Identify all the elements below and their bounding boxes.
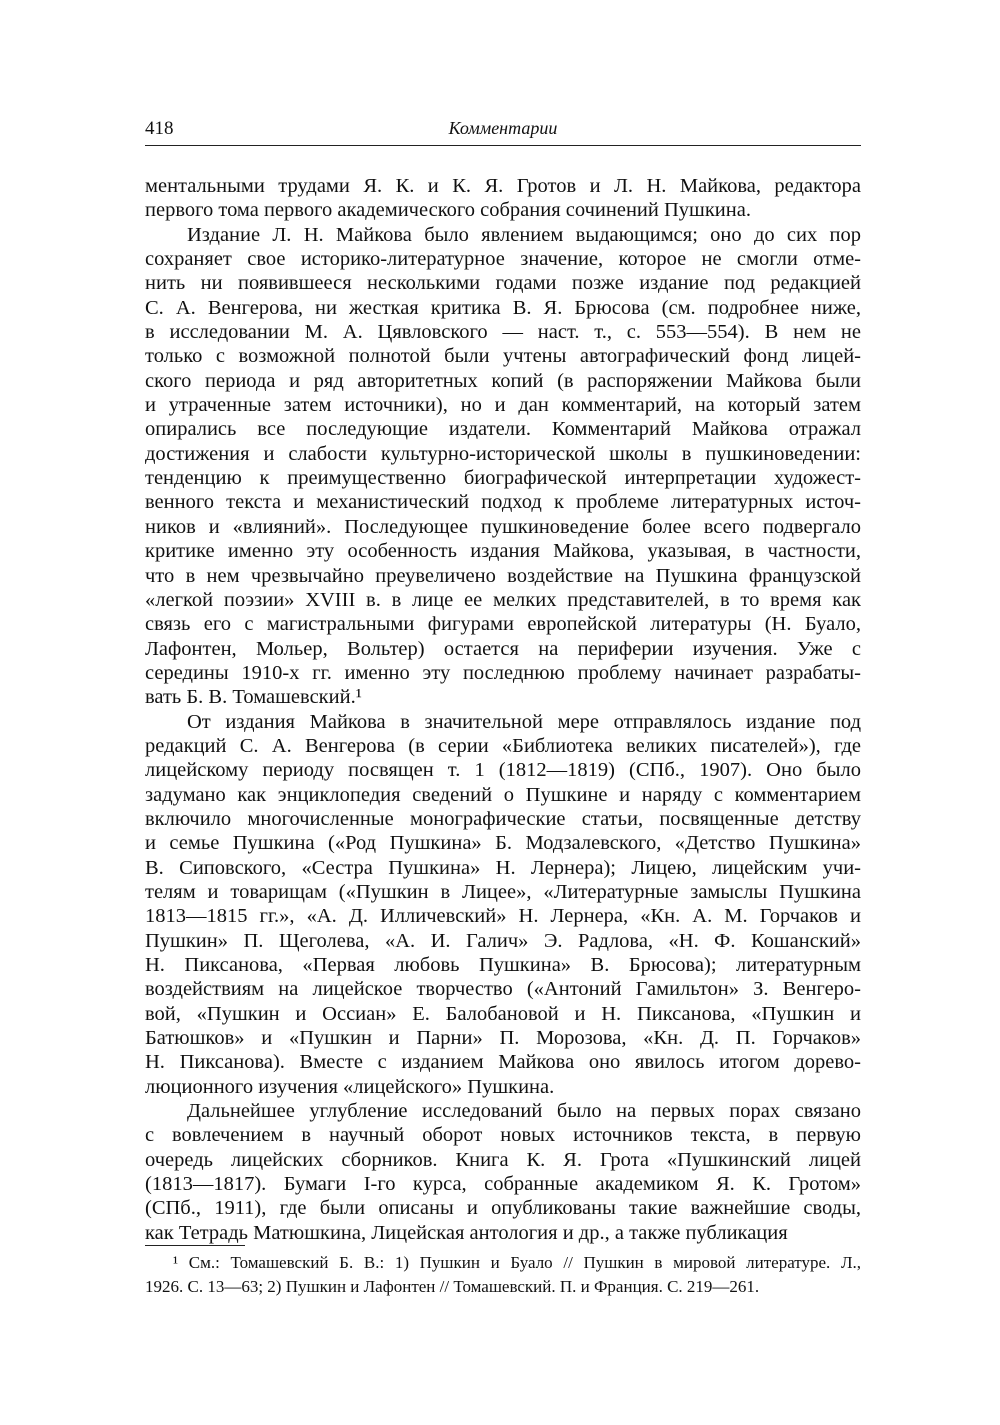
paragraph bbox=[145, 710, 861, 1100]
text-line: и утраченные затем источники), но и дан комментарий, на который затем bbox=[145, 394, 861, 417]
text-line: (СПб., 1911), где были описаны и опубликованы такие важнейшие своды, bbox=[145, 1197, 861, 1220]
text-line: задумано как энциклопедия сведений о Пушкине и наряду с комментарием bbox=[145, 783, 861, 806]
text-line: Издание Л. Н. Майкова было явлением выдающимся; оно до сих пор bbox=[187, 223, 861, 246]
header-rule bbox=[145, 145, 861, 146]
text-line: В. Сиповского, «Сестра Пушкина» Н. Лернера); Лицею, лицейским учи- bbox=[145, 856, 861, 879]
footnote-rule bbox=[145, 1245, 245, 1246]
text-line: От издания Майкова в значительной мере отправлялось издание под bbox=[187, 710, 861, 733]
text-line: только с возможной полнотой были учтены автографический фонд лицей- bbox=[145, 345, 861, 368]
text-line: (1813—1817). Бумаги I-го курса, собранные академиком Я. К. Гротом» bbox=[145, 1173, 861, 1196]
text-line: «легкой поэзии» XVIII в. в лице ее мелких представителей, в то время как bbox=[145, 588, 861, 611]
footnote-line: ¹ См.: Томашевский Б. В.: 1) Пушкин и Буало // Пушкин в мировой литературе. Л., bbox=[173, 1253, 861, 1272]
body-text bbox=[145, 174, 861, 1245]
text-line: ников и «влияний». Последующее пушкиноведение более всего подвергало bbox=[145, 515, 861, 538]
text-line: ского периода и ряд авторитетных копий (в распоряжении Майкова были bbox=[145, 369, 861, 392]
text-line: опирались все последующие издатели. Комментарий Майкова отражал bbox=[145, 418, 861, 441]
paragraph bbox=[145, 174, 861, 223]
text-line: Батюшков» и «Пушкин и Парни» П. Морозова, «Кн. Д. П. Горчаков» bbox=[145, 1027, 861, 1050]
text-line: Пушкин» П. Щеголева, «А. И. Галич» Э. Радлова, «Н. Ф. Кошанский» bbox=[145, 929, 861, 952]
text-line: с вовлечением в научный оборот новых источников текста, в первую bbox=[145, 1124, 861, 1147]
paragraph bbox=[145, 1099, 861, 1245]
text-line: Дальнейшее углубление исследований было на первых порах связано bbox=[187, 1100, 861, 1123]
text-line: телям и товарищам («Пушкин в Лицее», «Литературные замыслы Пушкина bbox=[145, 880, 861, 903]
text-line: критике именно эту особенность издания Майкова, указывая, в частности, bbox=[145, 540, 861, 563]
text-line: достижения и слабости культурно-исторической школы в пушкиноведении: bbox=[145, 442, 861, 465]
text-line: первого тома первого академического собрания сочинений Пушкина. bbox=[145, 199, 751, 222]
text-line: вой, «Пушкин и Оссиан» Е. Балобановой и Н. Пиксанова, «Пушкин и bbox=[145, 1002, 861, 1025]
text-line: Лафонтен, Мольер, Вольтер) остается на периферии изучения. Уже с bbox=[145, 637, 861, 660]
footnotes bbox=[145, 1251, 861, 1299]
footnote bbox=[145, 1251, 861, 1299]
text-line: редакций С. А. Венгерова (в серии «Библиотека великих писателей»), где bbox=[145, 734, 861, 757]
text-line: воздействиям на лицейское творчество («Антоний Гамильтон» З. Венгеро- bbox=[145, 978, 861, 1001]
text-line: люционного изучения «лицейского» Пушкина. bbox=[145, 1075, 555, 1098]
text-line: и семье Пушкина («Род Пушкина» Б. Модзалевского, «Детство Пушкина» bbox=[145, 832, 861, 855]
page-number: 418 bbox=[145, 118, 174, 139]
text-line: ментальными трудами Я. К. и К. Я. Гротов и Л. Н. Майкова, редактора bbox=[145, 175, 861, 197]
text-line: включило многочисленные монографические статьи, посвященные детству bbox=[145, 807, 861, 830]
text-line: сохраняет свое историко-литературное значение, которое не смогли отме- bbox=[145, 248, 861, 271]
text-line: середины 1910-х гг. именно эту последнюю проблему начинает разрабаты- bbox=[145, 661, 861, 684]
text-line: лицейскому периоду посвящен т. 1 (1812—1819) (СПб., 1907). Оно было bbox=[145, 759, 861, 782]
text-line: как Тетрадь Матюшкина, Лицейская антология и др., а также публикация bbox=[145, 1221, 788, 1244]
paragraph bbox=[145, 223, 861, 710]
text-line: что в нем чрезвычайно преувеличено воздействие на Пушкина французской bbox=[145, 564, 861, 587]
page-header bbox=[145, 118, 861, 148]
text-line: венного текста и механистический подход к проблеме литературных источ- bbox=[145, 491, 861, 514]
text-line: нить ни появившееся несколькими годами позже издание под редакцией bbox=[145, 272, 861, 295]
text-line: тенденцию к преимущественно биографической интерпретации художест- bbox=[145, 467, 861, 490]
text-line: Н. Пиксанова). Вместе с изданием Майкова оно явилось итогом дорево- bbox=[145, 1051, 861, 1074]
text-line: очередь лицейских сборников. Книга К. Я. Грота «Пушкинский лицей bbox=[145, 1148, 861, 1171]
text-line: 1813—1815 гг.», «А. Д. Илличевский» Н. Лернера, «Кн. А. М. Горчаков и bbox=[145, 905, 861, 928]
text-line: вать Б. В. Томашевский.¹ bbox=[145, 686, 362, 709]
text-line: Н. Пиксанова, «Первая любовь Пушкина» В. Брюсова); литературным bbox=[145, 954, 861, 976]
running-title: Комментарии bbox=[448, 118, 558, 138]
text-line: в исследовании М. А. Цявловского — наст. т., с. 553—554). В нем не bbox=[145, 321, 861, 344]
text-line: С. А. Венгерова, ни жесткая критика В. Я. Брюсова (см. подробнее ниже, bbox=[145, 296, 861, 319]
text-line: связь его с магистральными фигурами европейской литературы (Н. Буало, bbox=[145, 613, 861, 636]
footnote-line: 1926. С. 13—63; 2) Пушкин и Лафонтен // Томашевский. П. и Франция. С. 219—261. bbox=[145, 1277, 760, 1296]
